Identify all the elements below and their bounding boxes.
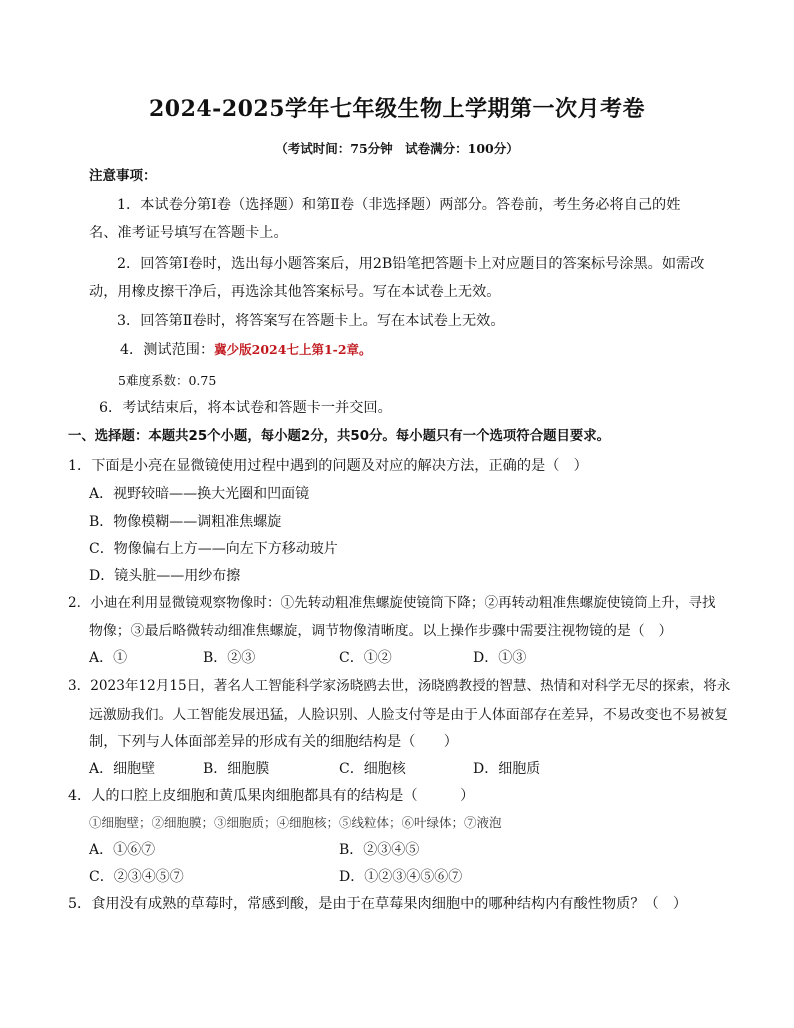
exam-subtitle: （考试时间：75分钟 试卷满分：100分） (275, 141, 519, 156)
q1-option-c: C．物像偏右上方——向左下方移动玻片 (89, 541, 338, 557)
q2-stem-line-2: 物像；③最后略微转动细准焦螺旋，调节物像清晰度。以上操作步骤中需要注视物镜的是（ ） (89, 623, 673, 639)
q3-stem-line-2: 远激励我们。人工智能发展迅猛，人脸识别、人脸支付等是由于人体面部存在差异，不易改变也不易被复 (89, 707, 728, 723)
q4-option-c: C．②③④⑤⑦ (89, 869, 184, 885)
note-6: 6．考试结束后，将本试卷和答题卡一并交回。 (99, 400, 392, 416)
q5-stem: 5．食用没有成熟的草莓时，常感到酸，是由于在草莓果肉细胞中的哪种结构内有酸性物质？（ ） (68, 896, 688, 912)
q2-stem-line-1: 2．小迪在利用显微镜观察物像时：①先转动粗准焦螺旋使镜筒下降；②再转动粗准焦螺旋使镜筒上升，寻找 (68, 595, 716, 611)
q2-option-d: D．①③ (473, 650, 527, 666)
q1-option-a: A．视野较暗——换大光圈和凹面镜 (89, 486, 310, 502)
q4-option-b: B．②③④⑤ (339, 842, 420, 858)
q3-option-a: A．细胞壁 (89, 761, 156, 777)
exam-title: 2024-2025学年七年级生物上学期第一次月考卷 (148, 96, 646, 122)
q3-stem-line-1: 3．2023年12月15日，著名人工智能科学家汤晓鸥去世，汤晓鸥教授的智慧、热情和对科学无尽的探索，将永 (68, 678, 731, 694)
q2-option-a: A．① (89, 650, 128, 666)
note-4 (120, 340, 372, 360)
note-3: 3．回答第Ⅱ卷时，将答案写在答题卡上。写在本试卷上无效。 (117, 313, 505, 329)
q1-option-d: D．镜头脏——用纱布擦 (89, 568, 241, 584)
q3-option-b: B．细胞膜 (203, 761, 270, 777)
q2-option-c: C．①② (339, 650, 392, 666)
note-2-line-1: 2．回答第Ⅰ卷时，选出每小题答案后，用2B铅笔把答题卡上对应题目的答案标号涂黑。如需改 (117, 256, 705, 272)
q1-stem: 1．下面是小亮在显微镜使用过程中遇到的问题及对应的解决方法，正确的是（ ） (68, 458, 588, 474)
note-5: 5难度系数：0.75 (118, 373, 217, 388)
q4-option-a: A．①⑥⑦ (89, 842, 156, 858)
q3-option-c: C．细胞核 (339, 761, 406, 777)
note-4-scope: 冀少版2024七上第1-2章。 (214, 342, 372, 357)
note-4-label: 4．测试范围： (120, 342, 215, 358)
q3-option-d: D．细胞质 (473, 761, 541, 777)
q4-structure-list: ①细胞壁；②细胞膜；③细胞质；④细胞核；⑤线粒体；⑥叶绿体；⑦液泡 (89, 815, 502, 830)
q1-option-b: B．物像模糊——调粗准焦螺旋 (89, 514, 282, 530)
note-1-line-1: 1．本试卷分第Ⅰ卷（选择题）和第Ⅱ卷（非选择题）两部分。答卷前，考生务必将自己的姓 (117, 197, 681, 213)
q4-option-d: D．①②③④⑤⑥⑦ (339, 869, 463, 885)
note-1-line-2: 名、准考证号填写在答题卡上。 (89, 225, 288, 241)
note-2-line-2: 动，用橡皮擦干净后，再选涂其他答案标号。写在本试卷上无效。 (89, 284, 501, 300)
section-heading: 一、选择题：本题共25个小题，每小题2分，共50分。每小题只有一个选项符合题目要求。 (68, 429, 611, 444)
q3-stem-line-3: 制，下列与人体面部差异的形成有关的细胞结构是（ ） (89, 734, 458, 750)
q4-stem: 4．人的口腔上皮细胞和黄瓜果肉细胞都具有的结构是（ ） (68, 788, 475, 804)
q2-option-b: B．②③ (203, 650, 256, 666)
notes-heading: 注意事项： (89, 168, 157, 184)
